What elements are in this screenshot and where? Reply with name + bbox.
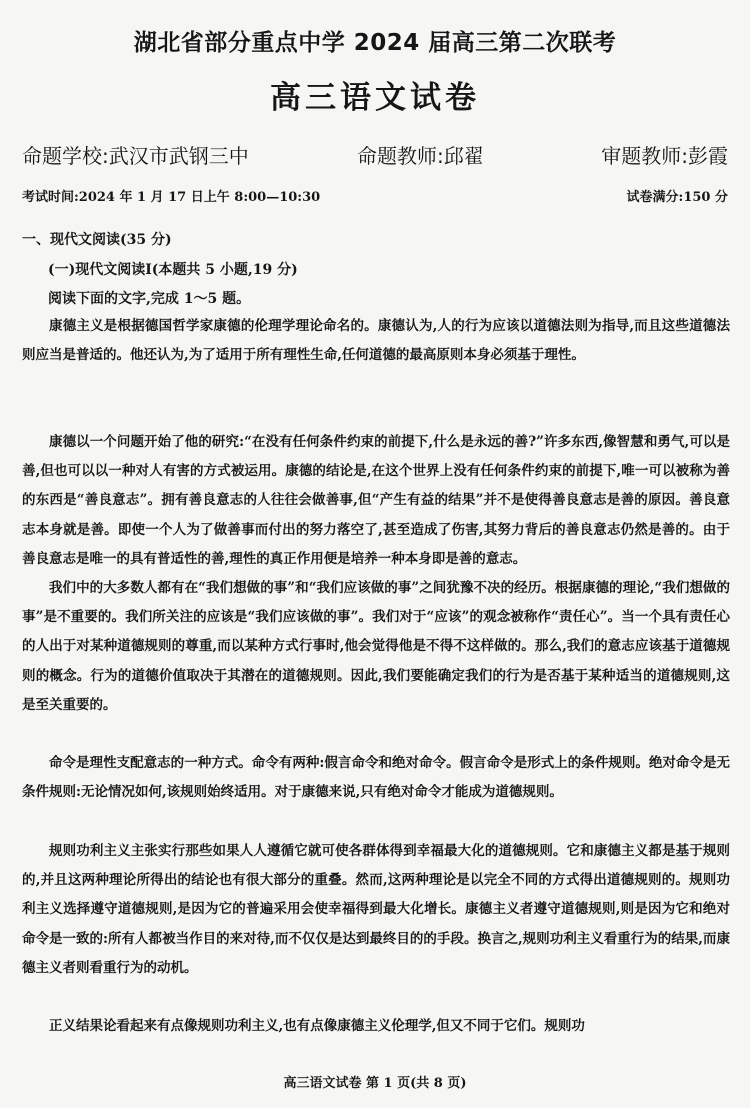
reviewer-teacher: 审题教师:彭霞	[601, 144, 728, 168]
section-title: 一、现代文阅读(35 分)	[22, 232, 172, 248]
paragraph-3: 我们中的大多数人都有在“我们想做的事”和“我们应该做的事”之间犹豫不决的经历。根据康德的理论,“我们想做的事”是不重要的。我们所关注的应该是“我们应该做的事”。我们对于“应该”的观念被称作“责任心”。当一个具有责任心的人出于对某种道德规则的尊重,而以某种方式行事时,他会觉得他是不得不这样做的。那么,我们的意志应该基于道德规则的概念。行为的道德价值取决于其潜在的道德规则。因此,我们要能确定我们的行为是否基于某种适当的道德规则,这是至关重要的。	[22, 580, 730, 713]
subsection-title: (一)现代文阅读Ⅰ(本题共 5 小题,19 分)	[48, 262, 298, 278]
exam-time: 考试时间:2024 年 1 月 17 日上午 8:00—10:30	[22, 190, 321, 205]
paragraph-1: 康德主义是根据德国哲学家康德的伦理学理论命名的。康德认为,人的行为应该以道德法则为指导,而且这些道德法则应当是普适的。他还认为,为了适用于所有理性生命,任何道德的最高原则本身必须基于理性。	[22, 318, 730, 364]
paragraph-6: 正义结果论看起来有点像规则功利主义,也有点像康德主义伦理学,但又不同于它们。规则功	[49, 1018, 585, 1034]
page-footer: 高三语文试卷 第 1 页(共 8 页)	[283, 1076, 467, 1091]
paragraph-4: 命令是理性支配意志的一种方式。命令有两种:假言命令和绝对命令。假言命令是形式上的条件规则。绝对命令是无条件规则:无论情况如何,该规则始终适用。对于康德来说,只有绝对命令才能成为道德规则。	[22, 755, 730, 801]
exam-title: 湖北省部分重点中学 2024 届高三第二次联考	[133, 30, 617, 56]
setter-school: 命题学校:武汉市武钢三中	[22, 144, 249, 168]
paper-title: 高三语文试卷	[270, 80, 480, 116]
paragraph-2: 康德以一个问题开始了他的研究:“在没有任何条件约束的前提下,什么是永远的善?”许多东西,像智慧和勇气,可以是善,但也可以以一种对人有害的方式被运用。康德的结论是,在这个世界上没有任何条件约束的前提下,唯一可以被称为善的东西是“善良意志”。拥有善良意志的人往往会做善事,但“产生有益的结果”并不是使得善良意志是善的原因。善良意志本身就是善。即使一个人为了做善事而付出的努力落空了,甚至造成了伤害,其努力背后的善良意志仍然是善的。由于善良意志是唯一的具有普适性的善,理性的真正作用便是培养一种本身即是善的意志。	[22, 434, 730, 567]
setter-teacher: 命题教师:邱翟	[357, 144, 484, 168]
paragraph-5: 规则功利主义主张实行那些如果人人遵循它就可使各群体得到幸福最大化的道德规则。它和康德主义都是基于规则的,并且这两种理论所得出的结论也有很大部分的重叠。然而,这两种理论是以完全不同的方式得出道德规则的。规则功利主义选择遵守道德规则,是因为它的普遍采用会使幸福得到最大化增长。康德主义者遵守道德规则,则是因为它和绝对命令是一致的:所有人都被当作目的来对待,而不仅仅是达到最终目的的手段。换言之,规则功利主义看重行为的结果,而康德主义者则看重行为的动机。	[22, 843, 730, 976]
full-score: 试卷满分:150 分	[626, 190, 728, 205]
reading-instruction: 阅读下面的文字,完成 1～5 题。	[48, 291, 251, 307]
